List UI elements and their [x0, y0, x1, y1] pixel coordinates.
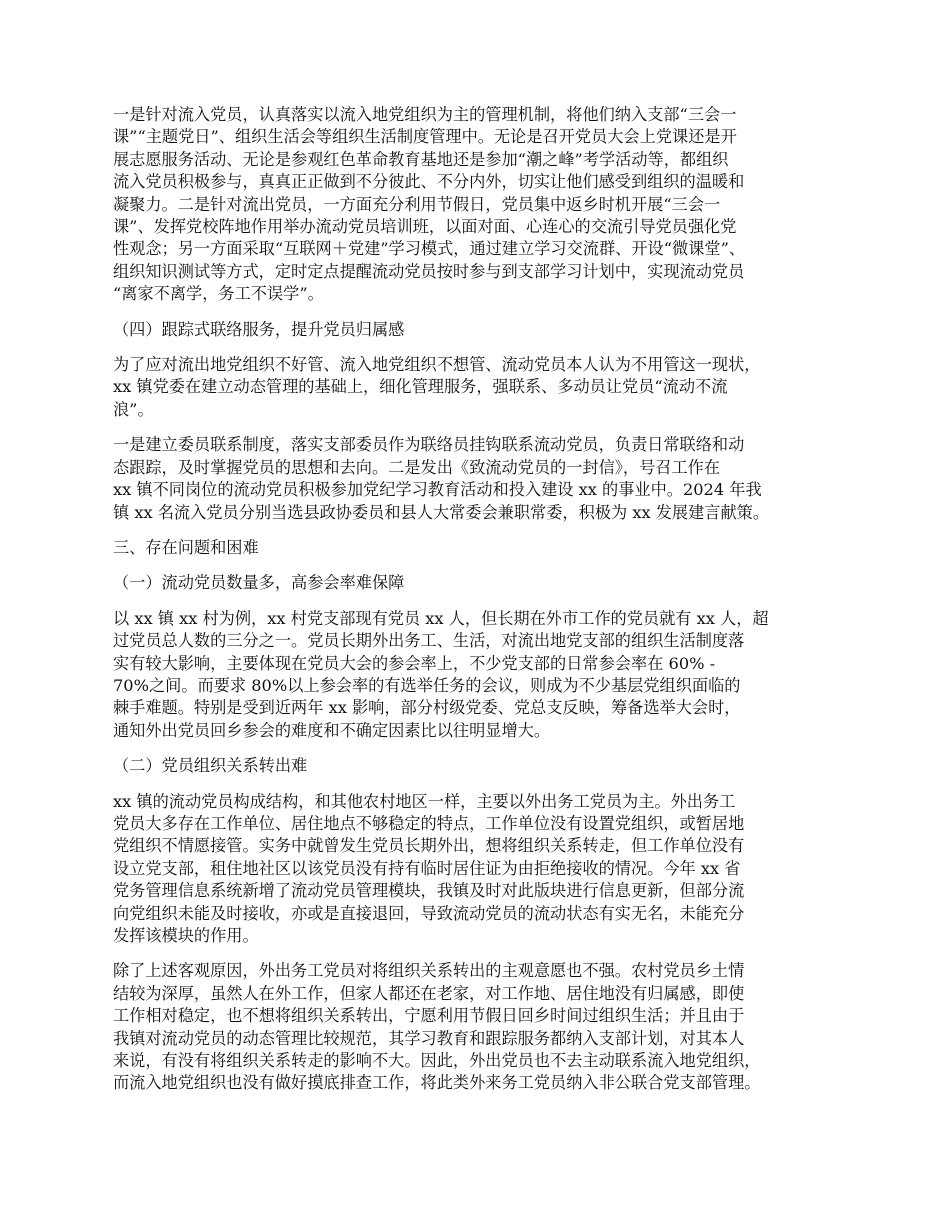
paragraph-tracking-intro: 为了应对流出地党组织不好管、流入地党组织不想管、流动党员本人认为不用管这一现状， xx 镇党委在建立动态管理的基础上，细化管理服务，强联系、多动员让党员“流动不流 浪”。	[113, 355, 761, 419]
section-heading-problem-1: （一）流动党员数量多，高参会率难保障	[113, 573, 405, 593]
section-heading-problem-2: （二）党员组织关系转出难	[113, 756, 308, 776]
paragraph-attendance-rate: 以 xx 镇 xx 村为例，xx 村党支部现有党员 xx 人，但长期在外市工作的党员就有 xx 人，超 过党员总人数的三分之一。党员长期外出务工、生活，对流出地党支部的组织生活制度落 实有较大影响，主要体现在党员大会的参会率上，不少党支部的日常参会率在 60% - 70%之间。而要求 80%以上参会率的有选举任务的会议，则成为不少基层党组织面临的 棘手难题。特别是受到近两年 xx 影响，部分村级党委、党总支反映，筹备选举大会时， 通知外出党员回乡参会的难度和不确定因素比以往明显增大。	[113, 608, 769, 740]
document-page	[113, 104, 855, 1108]
paragraph-inflow-members: 一是针对流入党员，认真落实以流入地党组织为主的管理机制，将他们纳入支部“三会一 课”“主题党日”、组织生活会等组织生活制度管理中。无论是召开党员大会上党课还是开 展志愿服务活动、无论是参观红色革命教育基地还是参加“潮之峰”考学活动等，都组织 流入党员积极参与，真真正正做到不分彼此、不分内外，切实让他们感受到组织的温暖和 凝聚力。二是针对流出党员，一方面充分利用节假日，党员集中返乡时机开展“三会一 课”、发挥党校阵地作用举办流动党员培训班，以面对面、心连心的交流引导党员强化党 性观念；另一方面采取“互联网＋党建”学习模式，通过建立学习交流群、开设“微课堂”、 组织知识测试等方式，定时定点提醒流动党员按时参与到支部学习计划中，实现流动党员 “离家不离学，务工不误学”。	[113, 105, 746, 304]
paragraph-subjective-willingness: 除了上述客观原因，外出务工党员对将组织关系转出的主观意愿也不强。农村党员乡土情 结较为深厚，虽然人在外工作，但家人都还在老家，对工作地、居住地没有归属感，即使 工作相对稳定，也不想将组织关系转出，宁愿利用节假日回乡时间过组织生活；并且由于 我镇对流动党员的动态管理比较规范，其学习教育和跟踪服务都纳入支部计划，对其本人 来说，有没有将组织关系转走的影响不大。因此，外出党员也不去主动联系流入地党组织， 而流入地党组织也没有做好摸底排查工作，将此类外来务工党员纳入非公联合党支部管理。	[113, 961, 761, 1093]
section-heading-4: （四）跟踪式联络服务，提升党员归属感	[113, 319, 405, 339]
paragraph-transfer-structure: xx 镇的流动党员构成结构，和其他农村地区一样，主要以外出务工党员为主。外出务工 党员大多存在工作单位、居住地点不够稳定的特点，工作单位没有设置党组织，或暂居地 党组织不情愿接管。实务中就曾发生党员长期外出，想将组织关系转走，但工作单位没有 设立党支部，租住地社区以该党员没有持有临时居住证为由拒绝接收的情况。今年 xx 省 党务管理信息系统新增了流动党员管理模块，我镇及时对此版块进行信息更新，但部分流 向党组织未能及时接收，亦或是直接退回，导致流动党员的流动状态有实无名，未能充分 发挥该模块的作用。	[113, 791, 745, 945]
paragraph-committee-liaison: 一是建立委员联系制度，落实支部委员作为联络员挂钩联系流动党员，负责日常联络和动 态跟踪，及时掌握党员的思想和去向。二是发出《致流动党员的一封信》，号召工作在 xx 镇不同岗位的流动党员积极参加党纪学习教育活动和投入建设 xx 的事业中。2024 年我 镇 xx 名流入党员分别当选县政协委员和县人大常委会兼职常委，积极为 xx 发展建言献策。	[113, 435, 770, 522]
chapter-heading-3: 三、存在问题和困难	[113, 537, 259, 557]
